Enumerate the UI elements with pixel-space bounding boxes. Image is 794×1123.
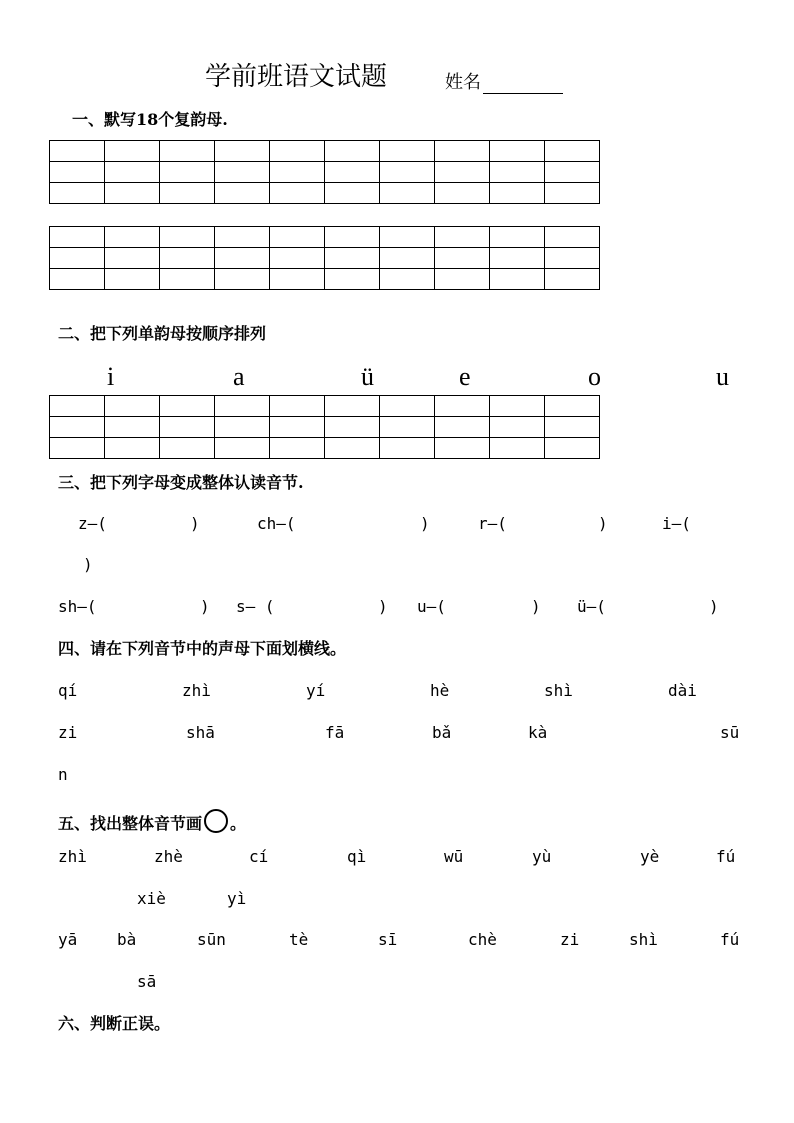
answer-cell[interactable]: [50, 248, 105, 269]
answer-cell[interactable]: [160, 183, 215, 204]
syllable-word: sūn: [197, 930, 226, 949]
answer-cell[interactable]: [105, 162, 160, 183]
syllable-word: chè: [468, 930, 497, 949]
answer-cell[interactable]: [50, 183, 105, 204]
name-label: 姓名: [445, 72, 481, 93]
answer-cell[interactable]: [215, 417, 270, 438]
answer-cell[interactable]: [490, 248, 545, 269]
answer-cell[interactable]: [160, 269, 215, 290]
answer-cell[interactable]: [160, 438, 215, 459]
answer-cell[interactable]: [50, 417, 105, 438]
answer-cell[interactable]: [545, 417, 600, 438]
syllable-word: qí: [58, 681, 78, 700]
answer-cell[interactable]: [270, 438, 325, 459]
answer-cell[interactable]: [215, 141, 270, 162]
answer-cell[interactable]: [545, 248, 600, 269]
answer-cell[interactable]: [435, 248, 490, 269]
syllable-word: qì: [347, 847, 367, 866]
answer-cell[interactable]: [105, 269, 160, 290]
answer-cell[interactable]: [215, 162, 270, 183]
answer-cell[interactable]: [270, 162, 325, 183]
answer-cell[interactable]: [50, 269, 105, 290]
answer-cell[interactable]: [270, 269, 325, 290]
syllable-word: shā: [186, 723, 215, 742]
answer-cell[interactable]: [160, 417, 215, 438]
answer-cell[interactable]: [490, 141, 545, 162]
syllable-word: tè: [289, 930, 309, 949]
name-blank-line[interactable]: [483, 77, 563, 94]
answer-cell[interactable]: [160, 227, 215, 248]
syllable-word: kà: [528, 723, 548, 742]
answer-cell[interactable]: [490, 417, 545, 438]
syllable-close: ): [531, 597, 541, 616]
syllable-word: yè: [640, 847, 660, 866]
answer-cell[interactable]: [435, 141, 490, 162]
syllable-word: zhì: [58, 847, 87, 866]
answer-cell[interactable]: [435, 396, 490, 417]
answer-cell[interactable]: [380, 141, 435, 162]
section-6-heading: 六、判断正误。: [58, 1014, 171, 1033]
section-3-heading: 三、把下列字母变成整体认读音节.: [58, 473, 304, 492]
answer-cell[interactable]: [490, 438, 545, 459]
vowel-letter: o: [588, 362, 601, 391]
syllable-word: zi: [560, 930, 580, 949]
answer-cell[interactable]: [435, 417, 490, 438]
syllable-close: ): [200, 597, 210, 616]
answer-cell[interactable]: [435, 227, 490, 248]
syllable-word: zi: [58, 723, 78, 742]
answer-cell[interactable]: [105, 141, 160, 162]
syllable-word: sā: [137, 972, 157, 991]
answer-cell[interactable]: [215, 248, 270, 269]
answer-cell[interactable]: [435, 269, 490, 290]
answer-cell[interactable]: [325, 269, 380, 290]
answer-cell[interactable]: [325, 227, 380, 248]
syllable-prompt: r—(: [478, 514, 507, 533]
answer-cell[interactable]: [380, 396, 435, 417]
syllable-word: sū: [720, 723, 740, 742]
answer-cell[interactable]: [380, 227, 435, 248]
syllable-word: wū: [444, 847, 464, 866]
answer-cell[interactable]: [490, 162, 545, 183]
syllable-word: sī: [378, 930, 398, 949]
answer-cell[interactable]: [545, 141, 600, 162]
answer-cell[interactable]: [545, 396, 600, 417]
answer-cell[interactable]: [325, 162, 380, 183]
answer-cell[interactable]: [545, 183, 600, 204]
syllable-word: shì: [629, 930, 658, 949]
answer-cell[interactable]: [325, 417, 380, 438]
syllable-prompt: ü—(: [577, 597, 606, 616]
answer-cell[interactable]: [380, 248, 435, 269]
answer-cell[interactable]: [160, 248, 215, 269]
answer-grid-3[interactable]: [49, 395, 600, 459]
answer-cell[interactable]: [270, 396, 325, 417]
answer-cell[interactable]: [490, 183, 545, 204]
syllable-prompt: z—(: [78, 514, 107, 533]
answer-cell[interactable]: [105, 417, 160, 438]
answer-cell[interactable]: [545, 269, 600, 290]
syllable-close: ): [378, 597, 388, 616]
answer-cell[interactable]: [160, 141, 215, 162]
answer-grid-1[interactable]: [49, 140, 600, 204]
answer-cell[interactable]: [105, 396, 160, 417]
syllable-word: yù: [532, 847, 552, 866]
answer-cell[interactable]: [50, 227, 105, 248]
answer-cell[interactable]: [545, 438, 600, 459]
answer-cell[interactable]: [270, 141, 325, 162]
answer-cell[interactable]: [435, 183, 490, 204]
answer-cell[interactable]: [50, 141, 105, 162]
syllable-word: bǎ: [432, 723, 452, 742]
answer-cell[interactable]: [105, 438, 160, 459]
syllable-word: hè: [430, 681, 450, 700]
answer-cell[interactable]: [380, 438, 435, 459]
answer-cell[interactable]: [380, 269, 435, 290]
answer-cell[interactable]: [490, 396, 545, 417]
section-4-heading: 四、请在下列音节中的声母下面划横线。: [58, 639, 347, 658]
answer-cell[interactable]: [160, 396, 215, 417]
syllable-close: ): [83, 555, 93, 574]
answer-cell[interactable]: [215, 183, 270, 204]
answer-cell[interactable]: [435, 438, 490, 459]
section-1-heading: 一、默写18个复韵母.: [72, 110, 228, 129]
page-title: 学前班语文试题: [205, 62, 388, 92]
answer-cell[interactable]: [380, 183, 435, 204]
answer-cell[interactable]: [325, 396, 380, 417]
syllable-prompt: ch—(: [257, 514, 296, 533]
syllable-word: zhè: [154, 847, 183, 866]
syllable-prompt: s— (: [236, 597, 275, 616]
answer-cell[interactable]: [270, 183, 325, 204]
syllable-close: ): [190, 514, 200, 533]
answer-cell[interactable]: [325, 183, 380, 204]
answer-cell[interactable]: [105, 183, 160, 204]
answer-cell[interactable]: [490, 269, 545, 290]
answer-cell[interactable]: [380, 162, 435, 183]
answer-cell[interactable]: [105, 227, 160, 248]
answer-cell[interactable]: [215, 227, 270, 248]
syllable-word: cí: [249, 847, 269, 866]
answer-cell[interactable]: [325, 438, 380, 459]
syllable-word: n: [58, 765, 68, 784]
section-5-heading-end: 。: [230, 814, 247, 833]
syllable-word: shì: [544, 681, 573, 700]
syllable-word: fú: [716, 847, 736, 866]
syllable-prompt: i—(: [662, 514, 691, 533]
answer-cell[interactable]: [545, 227, 600, 248]
answer-cell[interactable]: [325, 248, 380, 269]
section-5-heading-text: 五、找出整体音节画: [58, 814, 203, 833]
answer-cell[interactable]: [270, 227, 325, 248]
answer-cell[interactable]: [50, 396, 105, 417]
answer-cell[interactable]: [50, 438, 105, 459]
section-5-heading: [58, 809, 246, 834]
syllable-close: ): [420, 514, 430, 533]
vowel-letter: u: [716, 362, 729, 391]
answer-cell[interactable]: [215, 438, 270, 459]
vowel-letter: i: [107, 362, 115, 391]
answer-cell[interactable]: [215, 396, 270, 417]
syllable-prompt: sh—(: [58, 597, 97, 616]
vowel-letter: e: [459, 362, 471, 391]
answer-cell[interactable]: [380, 417, 435, 438]
section-2-heading: 二、把下列单韵母按顺序排列: [58, 324, 267, 343]
syllable-word: yí: [306, 681, 326, 700]
syllable-prompt: u—(: [417, 597, 446, 616]
answer-cell[interactable]: [215, 269, 270, 290]
answer-cell[interactable]: [160, 162, 215, 183]
answer-cell[interactable]: [270, 417, 325, 438]
answer-cell[interactable]: [545, 162, 600, 183]
answer-cell[interactable]: [50, 162, 105, 183]
syllable-word: yì: [227, 889, 247, 908]
answer-cell[interactable]: [325, 141, 380, 162]
name-field[interactable]: [445, 72, 563, 94]
syllable-word: xiè: [137, 889, 166, 908]
answer-grid-2[interactable]: [49, 226, 600, 290]
syllable-word: yā: [58, 930, 78, 949]
vowel-letter: ü: [361, 362, 374, 391]
syllable-close: ): [709, 597, 719, 616]
syllable-word: bà: [117, 930, 137, 949]
vowel-letter: a: [233, 362, 245, 391]
answer-cell[interactable]: [270, 248, 325, 269]
syllable-word: fú: [720, 930, 740, 949]
circle-icon: [204, 809, 228, 833]
syllable-word: dài: [668, 681, 697, 700]
answer-cell[interactable]: [105, 248, 160, 269]
answer-cell[interactable]: [490, 227, 545, 248]
syllable-word: fā: [325, 723, 345, 742]
answer-cell[interactable]: [435, 162, 490, 183]
syllable-close: ): [598, 514, 608, 533]
syllable-word: zhì: [182, 681, 211, 700]
